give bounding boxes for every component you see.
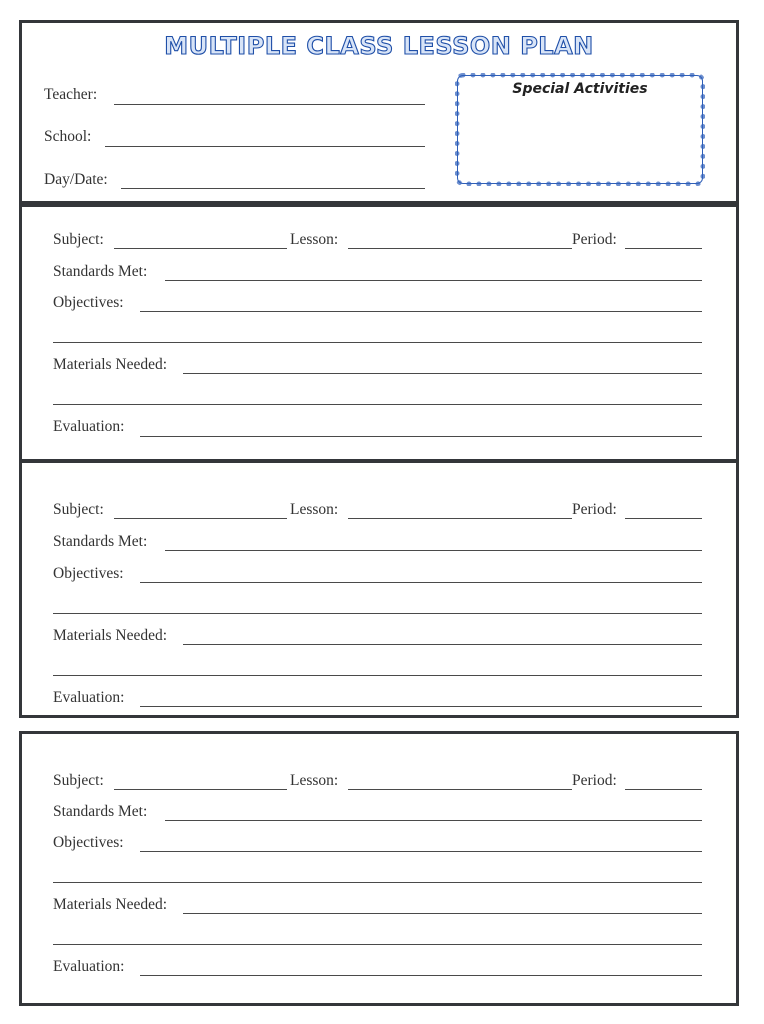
materials-field[interactable]: [183, 644, 702, 645]
teacher-label: Teacher:: [44, 86, 98, 103]
subject-field[interactable]: [114, 789, 287, 790]
page-title: MULTIPLE CLASS LESSON PLAN: [164, 32, 594, 60]
special-activities-label: Special Activities: [512, 81, 648, 97]
standards-label: Standards Met:: [53, 533, 148, 550]
subject-field[interactable]: [114, 518, 287, 519]
materials-label: Materials Needed:: [53, 356, 168, 373]
evaluation-label: Evaluation:: [53, 418, 125, 435]
daydate-field[interactable]: [121, 188, 425, 189]
materials-label: Materials Needed:: [53, 627, 168, 644]
objectives-label: Objectives:: [53, 834, 124, 851]
period-label: Period:: [572, 772, 617, 789]
materials-label: Materials Needed:: [53, 896, 168, 913]
lesson-label: Lesson:: [290, 231, 339, 248]
school-label: School:: [44, 128, 92, 145]
lesson-section: [19, 731, 739, 1006]
materials-field-line-2[interactable]: [53, 675, 702, 676]
subject-label: Subject:: [53, 772, 104, 789]
evaluation-label: Evaluation:: [53, 958, 125, 975]
standards-field[interactable]: [165, 550, 702, 551]
period-label: Period:: [572, 501, 617, 518]
lesson-section: [19, 204, 739, 462]
evaluation-field[interactable]: [140, 706, 702, 707]
standards-label: Standards Met:: [53, 803, 148, 820]
period-field[interactable]: [625, 789, 702, 790]
subject-label: Subject:: [53, 231, 104, 248]
lesson-field[interactable]: [348, 789, 572, 790]
standards-field[interactable]: [165, 280, 702, 281]
materials-field[interactable]: [183, 913, 702, 914]
objectives-field[interactable]: [140, 851, 702, 852]
daydate-label: Day/Date:: [44, 171, 108, 188]
subject-label: Subject:: [53, 501, 104, 518]
period-label: Period:: [572, 231, 617, 248]
objectives-label: Objectives:: [53, 294, 124, 311]
objectives-field[interactable]: [140, 582, 702, 583]
objectives-field-line-2[interactable]: [53, 613, 702, 614]
standards-field[interactable]: [165, 820, 702, 821]
period-field[interactable]: [625, 518, 702, 519]
objectives-field[interactable]: [140, 311, 702, 312]
subject-field[interactable]: [114, 248, 287, 249]
evaluation-field[interactable]: [140, 436, 702, 437]
objectives-field-line-2[interactable]: [53, 342, 702, 343]
objectives-label: Objectives:: [53, 565, 124, 582]
evaluation-label: Evaluation:: [53, 689, 125, 706]
materials-field-line-2[interactable]: [53, 404, 702, 405]
materials-field[interactable]: [183, 373, 702, 374]
lesson-section: [19, 460, 739, 718]
period-field[interactable]: [625, 248, 702, 249]
lesson-label: Lesson:: [290, 501, 339, 518]
lesson-field[interactable]: [348, 518, 572, 519]
objectives-field-line-2[interactable]: [53, 882, 702, 883]
standards-label: Standards Met:: [53, 263, 148, 280]
lesson-label: Lesson:: [290, 772, 339, 789]
teacher-field[interactable]: [114, 104, 425, 105]
materials-field-line-2[interactable]: [53, 944, 702, 945]
school-field[interactable]: [105, 146, 425, 147]
header-panel: [19, 20, 739, 204]
special-activities-box[interactable]: [455, 73, 705, 186]
lesson-field[interactable]: [348, 248, 572, 249]
evaluation-field[interactable]: [140, 975, 702, 976]
